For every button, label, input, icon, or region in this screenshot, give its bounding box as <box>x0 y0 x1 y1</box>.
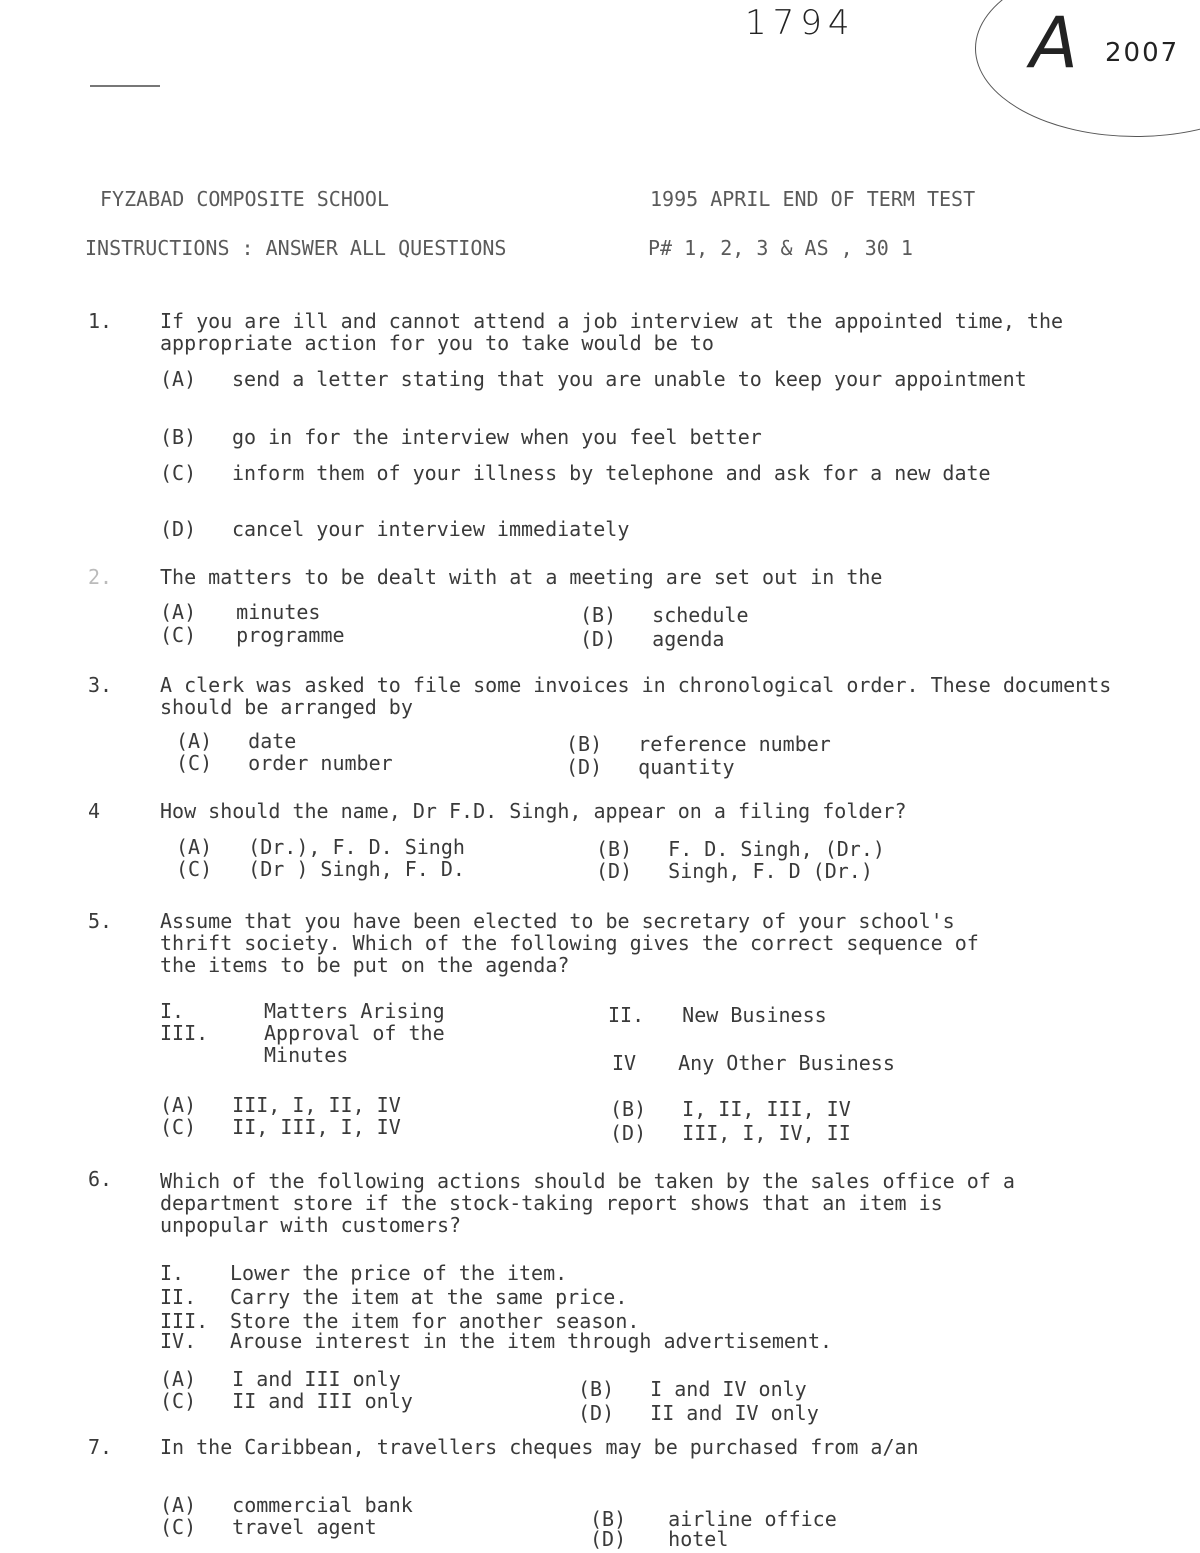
option-text: inform them of your illness by telephone and ask for a new date <box>232 461 991 485</box>
option-c <box>160 1516 377 1538</box>
question-number: 7. <box>88 1435 113 1459</box>
item-text: Arouse interest in the item through advertisement. <box>230 1329 833 1353</box>
question-text: Assume that you have been elected to be secretary of your school's thrift society. Which of the following gives the correct sequence of the items to be put on the agenda? <box>160 909 979 977</box>
item-text: Approval of the Minutes <box>264 1021 445 1067</box>
option-label: (B) <box>590 1507 627 1531</box>
option-c <box>176 858 465 880</box>
option-label: (B) <box>566 732 603 756</box>
question-text: The matters to be dealt with at a meeting are set out in the <box>160 565 883 589</box>
instructions: INSTRUCTIONS : ANSWER ALL QUESTIONS <box>85 236 507 260</box>
item-ii <box>160 1285 628 1309</box>
question-number: 6. <box>88 1167 113 1191</box>
item-text: Carry the item at the same price. <box>230 1285 628 1309</box>
item-ii <box>608 1004 827 1026</box>
option-label: (A) <box>160 1093 197 1117</box>
option-label: (A) <box>160 367 197 391</box>
option-text: go in for the interview when you feel better <box>232 425 762 449</box>
option-label: (B) <box>580 603 617 627</box>
option-text: II and IV only <box>650 1401 819 1425</box>
option-text: minutes <box>236 600 321 624</box>
paper-info: P# 1, 2, 3 & AS , 30 1 <box>648 236 913 260</box>
item-i <box>160 999 445 1023</box>
option-label: (A) <box>176 729 213 753</box>
option-text: II, III, I, IV <box>232 1115 401 1139</box>
school-name: FYZABAD COMPOSITE SCHOOL <box>100 187 389 211</box>
option-text: III, I, II, IV <box>232 1093 401 1117</box>
option-label: (A) <box>160 1493 197 1517</box>
option-label: (D) <box>596 859 633 883</box>
option-text: II and III only <box>232 1389 413 1413</box>
option-label: (D) <box>160 517 197 541</box>
option-text: I and III only <box>232 1367 401 1391</box>
option-text: airline office <box>668 1507 837 1531</box>
option-a <box>160 1494 413 1516</box>
option-d <box>596 860 873 882</box>
option-text: F. D. Singh, (Dr.) <box>668 837 885 861</box>
option-label: (A) <box>176 835 213 859</box>
option-a <box>176 836 465 858</box>
option-b <box>566 733 831 755</box>
item-label: II. <box>160 1285 197 1309</box>
item-label: IV. <box>160 1329 197 1353</box>
option-label: (A) <box>160 1367 197 1391</box>
question-text: How should the name, Dr F.D. Singh, appear on a filing folder? <box>160 799 907 823</box>
option-a <box>176 730 296 752</box>
option-c <box>160 1390 413 1412</box>
option-text: reference number <box>638 732 831 756</box>
option-text: III, I, IV, II <box>682 1121 851 1145</box>
question-number: 3. <box>88 673 113 697</box>
question-text: If you are ill and cannot attend a job interview at the appointed time, the appropriate action for you to take would be to <box>160 309 1064 355</box>
option-text: send a letter stating that you are unable to keep your appointment <box>232 367 1027 391</box>
item-text: Store the item for another season. <box>230 1309 640 1333</box>
option-label: (B) <box>596 837 633 861</box>
option-b <box>578 1378 807 1400</box>
item-text: Lower the price of the item. <box>230 1261 568 1285</box>
question-number: 4 <box>88 799 101 823</box>
option-label: (D) <box>578 1401 615 1425</box>
item-label: II. <box>608 1003 645 1027</box>
exam-title: 1995 APRIL END OF TERM TEST <box>650 187 976 211</box>
option-label: (D) <box>610 1121 647 1145</box>
item-label: IV <box>612 1051 637 1075</box>
option-text: I, II, III, IV <box>682 1097 851 1121</box>
option-d <box>578 1402 819 1424</box>
option-label: (C) <box>176 857 213 881</box>
option-label: (B) <box>610 1097 647 1121</box>
option-b <box>610 1098 851 1120</box>
item-text: New Business <box>682 1003 827 1027</box>
option-label: (C) <box>160 623 197 647</box>
question-number: 1. <box>88 309 113 333</box>
option-label: (C) <box>160 461 197 485</box>
item-i <box>160 1261 568 1285</box>
option-text: (Dr.), F. D. Singh <box>248 835 465 859</box>
item-text: Any Other Business <box>678 1051 895 1075</box>
option-text: travel agent <box>232 1515 377 1539</box>
option-text: order number <box>248 751 393 775</box>
option-text: I and IV only <box>650 1377 807 1401</box>
stamp-year: 2007 <box>1105 38 1180 68</box>
question-text: A clerk was asked to file some invoices in chronological order. These documents should be arranged by <box>160 673 1112 719</box>
stamp-letter: A <box>1030 2 1078 84</box>
option-d <box>610 1122 851 1144</box>
option-a <box>160 601 320 623</box>
option-label: (C) <box>160 1515 197 1539</box>
option-text: Singh, F. D (Dr.) <box>668 859 873 883</box>
option-text: quantity <box>638 755 735 779</box>
question-text: Which of the following actions should be taken by the sales office of a department store if the stock-taking report shows that an item is unpopular with customers? <box>160 1169 1015 1237</box>
handwritten-number: 1794 <box>745 3 856 43</box>
option-label: (C) <box>160 1389 197 1413</box>
item-label: I. <box>160 999 185 1023</box>
option-label: (B) <box>160 425 197 449</box>
option-label: (D) <box>566 755 603 779</box>
option-label: (C) <box>160 1115 197 1139</box>
item-label: III. <box>160 1309 209 1333</box>
option-label: (D) <box>590 1527 627 1551</box>
question-text: In the Caribbean, travellers cheques may be purchased from a/an <box>160 1435 919 1459</box>
option-a <box>160 1368 401 1390</box>
option-text: date <box>248 729 297 753</box>
option-text: commercial bank <box>232 1493 413 1517</box>
option-text: (Dr ) Singh, F. D. <box>248 857 465 881</box>
option-d <box>590 1528 728 1550</box>
option-label: (A) <box>160 600 197 624</box>
option-b <box>596 838 885 860</box>
option-text: hotel <box>668 1527 729 1551</box>
item-iii <box>160 1021 445 1067</box>
option-d <box>580 628 724 650</box>
option-c <box>160 624 345 646</box>
stamp-circle <box>975 0 1200 137</box>
item-label: I. <box>160 1261 185 1285</box>
option-d <box>566 756 735 778</box>
option-c <box>160 1116 401 1138</box>
question-number: 2. <box>88 565 113 589</box>
option-b <box>580 604 749 626</box>
option-label: (B) <box>578 1377 615 1401</box>
item-label: III. <box>160 1021 209 1045</box>
option-label: (C) <box>176 751 213 775</box>
option-a <box>160 1094 401 1116</box>
option-text: agenda <box>652 627 725 651</box>
item-iv <box>160 1329 833 1353</box>
option-text: schedule <box>652 603 749 627</box>
item-iv <box>612 1052 895 1074</box>
option-text: programme <box>236 623 345 647</box>
question-number: 5. <box>88 909 113 933</box>
scan-speck-mark <box>90 85 160 87</box>
option-text: cancel your interview immediately <box>232 517 630 541</box>
option-label: (D) <box>580 627 617 651</box>
item-text: Matters Arising <box>264 999 445 1023</box>
option-c <box>176 752 393 774</box>
